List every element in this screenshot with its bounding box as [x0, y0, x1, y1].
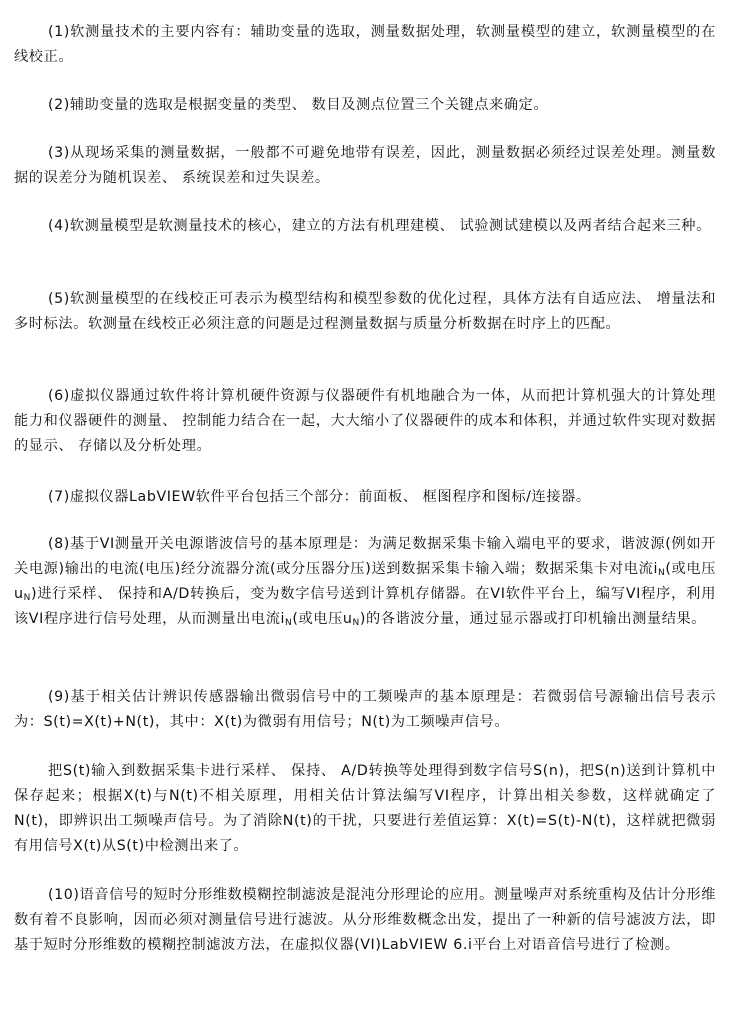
paragraph-3: (3)从现场采集的测量数据，一般都不可避免地带有误差，因此，测量数据必须经过误差处理。测量数据的误差分为随机误差、 系统误差和过失误差。: [14, 145, 716, 186]
paragraph-8-text: )的各谐波分量，通过显示器或打印机输出测量结果。: [359, 611, 707, 627]
subscript-n: N: [352, 618, 360, 628]
subscript-n: N: [23, 593, 31, 603]
paragraph-8: [14, 532, 716, 632]
paragraph-7: (7)虚拟仪器LabVIEW软件平台包括三个部分：前面板、 框图程序和图标/连接器。: [48, 489, 591, 505]
paragraph-2: (2)辅助变量的选取是根据变量的类型、 数目及测点位置三个关键点来确定。: [48, 97, 549, 113]
paragraph-6: (6)虚拟仪器通过软件将计算机硬件资源与仪器硬件有机地融合为一体，从而把计算机强大的计算处理能力和仪器硬件的测量、 控制能力结合在一起，大大缩小了仪器硬件的成本和体积，并通过软件实现对数据的显示、 存储以及分析处理。: [14, 388, 716, 454]
paragraph-8-text: (或电压u: [14, 561, 717, 602]
paragraph-4: (4)软测量模型是软测量技术的核心，建立的方法有机理建模、 试验测试建模以及两者结合起来三种。: [48, 218, 711, 234]
paragraph-1: (1)软测量技术的主要内容有：辅助变量的选取，测量数据处理，软测量模型的建立，软测量模型的在线校正。: [14, 24, 716, 65]
paragraph-8-text: )进行采样、 保持和A/D转换后，变为数字信号送到计算机存储器。在VI软件平台上，编写VI程序，利用该VI程序进行信号处理，从而测量出电流i: [14, 586, 716, 627]
paragraph-11: (10)语音信号的短时分形维数模糊控制滤波是混沌分形理论的应用。测量噪声对系统重构及估计分形维数有着不良影响，因而必须对测量信号进行滤波。从分形维数概念出发，提出了一种新的信号滤波方法，即基于短时分形维数的模糊控制滤波方法，在虚拟仪器(VI)LabVIEW 6.i平台上对语音信号进行了检测。: [14, 887, 716, 953]
subscript-n: N: [285, 618, 293, 628]
paragraph-10: 把S(t)输入到数据采集卡进行采样、 保持、 A/D转换等处理得到数字信号S(n)，把S(n)送到计算机中保存起来；根据X(t)与N(t)不相关原理，用相关估计算法编写VI程序，计算出相关参数，这样就确定了N(t)，即辨识出工频噪声信号。为了消除N(t)的干扰，只要进行差值运算：X(t)=S(t)-N(t)，这样就把微弱有用信号X(t)从S(t)中检测出来了。: [14, 763, 716, 854]
paragraph-9: (9)基于相关估计辨识传感器输出微弱信号中的工频噪声的基本原理是：若微弱信号源输出信号表示为：S(t)=X(t)+N(t)，其中：X(t)为微弱有用信号；N(t)为工频噪声信号。: [14, 689, 716, 730]
subscript-n: N: [658, 568, 666, 578]
paragraph-8-text: (8)基于VI测量开关电源谐波信号的基本原理是：为满足数据采集卡输入端电平的要求，谐波源(例如开关电源)输出的电流(电压)经分流器分流(或分压器分压)送到数据采集卡输入端；数据采集卡对电流i: [14, 536, 716, 577]
paragraph-8-text: (或电压u: [292, 611, 353, 627]
paragraph-5: (5)软测量模型的在线校正可表示为模型结构和模型参数的优化过程，具体方法有自适应法、 增量法和多时标法。软测量在线校正必须注意的问题是过程测量数据与质量分析数据在时序上的匹配。: [14, 291, 716, 332]
